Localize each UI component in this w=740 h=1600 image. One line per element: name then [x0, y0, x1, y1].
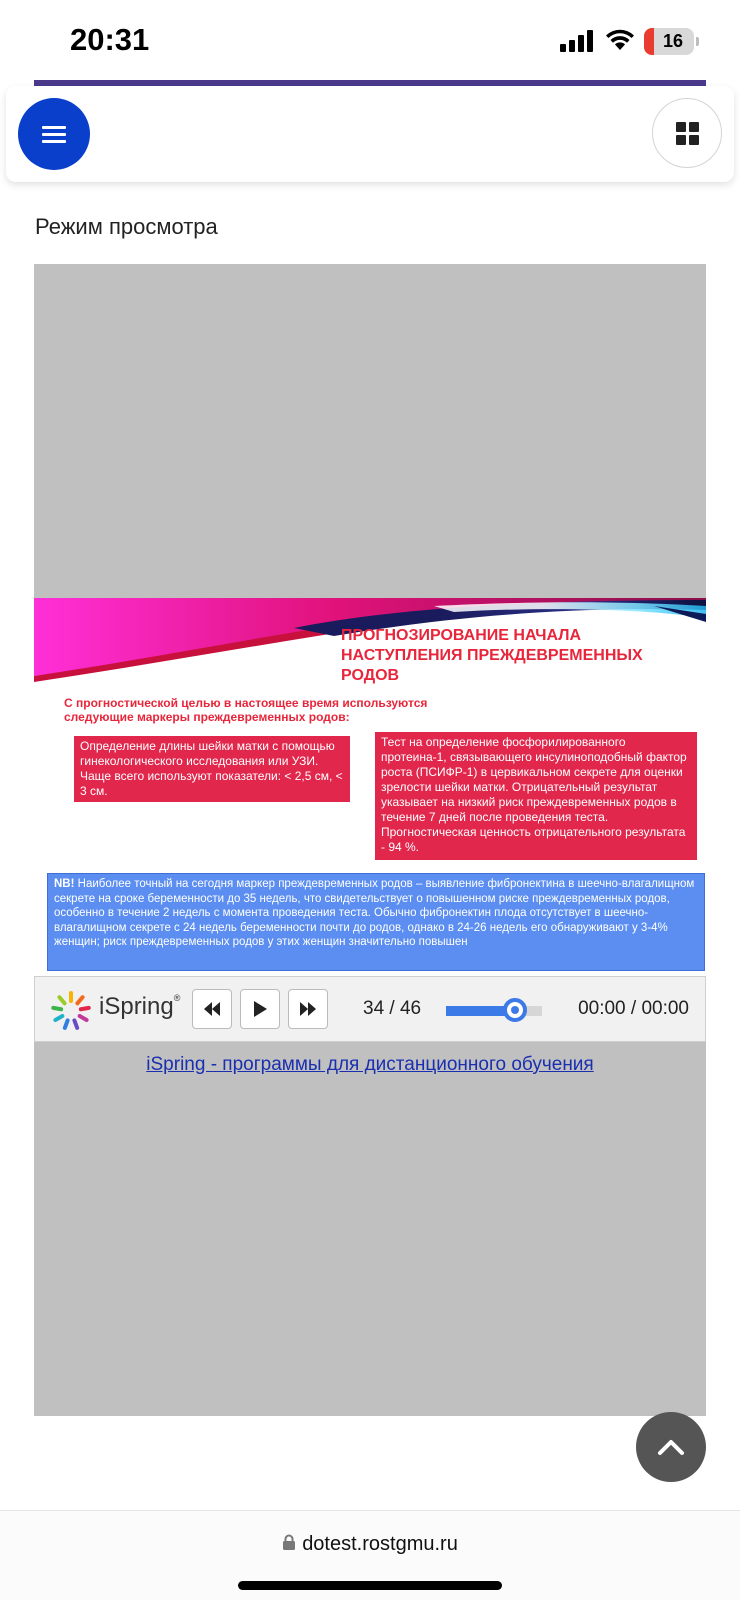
play-button[interactable] [240, 989, 280, 1029]
slide-intro: С прогностической целью в настоящее время используются следующие маркеры преждевременных родов: [64, 696, 428, 724]
battery-level: 16 [662, 31, 684, 51]
battery-icon [644, 28, 694, 55]
menu-button[interactable] [18, 98, 90, 170]
nb-label: NB! [54, 878, 75, 890]
playback-time: 00:00 / 00:00 [578, 998, 689, 1019]
grid-icon [676, 122, 699, 145]
slide [34, 598, 706, 976]
brand-name: iSpring [99, 993, 174, 1020]
status-time: 20:31 [70, 22, 150, 57]
nb-text: Наиболее точный на сегодня маркер преждевременных родов – выявление фибронектина в шеечно-влагалищном секрете на сроке беременности до 35 недель, что свидетельствует о повышенном риске преждевременных родов, особенно в течение 2 недель с момента проведения теста. Обычно фибронектин плода отсутствует в шеечно-влагалищном секрете с 24 недель беременности почти до родов, однако в 24-26 недель его обнаруживают у 3-4% женщин; риск преждевременных родов у этих женщин значительно повышен [54, 878, 695, 948]
ispring-link[interactable]: iSpring - программы для дистанционного обучения [146, 1054, 594, 1075]
page-title: Режим просмотра [35, 214, 218, 239]
player-controls [34, 976, 706, 1042]
address-bar[interactable] [0, 1533, 740, 1556]
next-slide-button[interactable] [288, 989, 328, 1029]
slide-title: ПРОГНОЗИРОВАНИЕ НАЧАЛА НАСТУПЛЕНИЯ ПРЕЖДЕВРЕМЕННЫХ РОДОВ [341, 627, 643, 684]
progress-thumb[interactable] [503, 998, 527, 1022]
rewind-icon [202, 1001, 222, 1017]
fast-forward-icon [298, 1001, 318, 1017]
play-icon [252, 1000, 268, 1018]
site-header [6, 86, 734, 182]
wifi-icon [604, 28, 636, 52]
presentation-viewer [34, 264, 706, 1416]
lock-icon [282, 1534, 296, 1551]
marker-box-cervix-length: Определение длины шейки матки с помощью гинекологического исследования или УЗИ. Чаще всего используют показатели: < 2,5 см, < 3 см. [74, 736, 350, 802]
home-indicator [238, 1581, 502, 1590]
url-text: dotest.rostgmu.ru [302, 1533, 458, 1555]
browser-bottom-bar [0, 1510, 740, 1600]
hamburger-icon [42, 122, 66, 147]
progress-track[interactable] [446, 1006, 542, 1016]
marker-box-protein-test: Тест на определение фосфорилированного протеина-1, связывающего инсулиноподобный фактор роста (ПСИФР-1) в цервикальном секрете для оценки зрелости шейки матки. Отрицательный результат указывает на низкий риск преждевременных родов в течение 7 дней после проведения теста. Прогностическая ценность отрицательного результата - 94 %. [375, 732, 697, 860]
scroll-top-button[interactable] [636, 1412, 706, 1482]
previous-slide-button[interactable] [192, 989, 232, 1029]
cellular-signal-icon [560, 30, 594, 52]
status-bar [0, 0, 740, 80]
battery-tip [696, 37, 699, 46]
apps-button[interactable] [652, 98, 722, 168]
chevron-up-icon [656, 1437, 686, 1457]
slide-counter: 34 / 46 [363, 998, 422, 1019]
ispring-logo-icon [49, 989, 93, 1033]
brand-mark: ® [173, 993, 181, 1003]
ispring-brand [99, 993, 180, 1021]
nb-note [47, 873, 705, 971]
